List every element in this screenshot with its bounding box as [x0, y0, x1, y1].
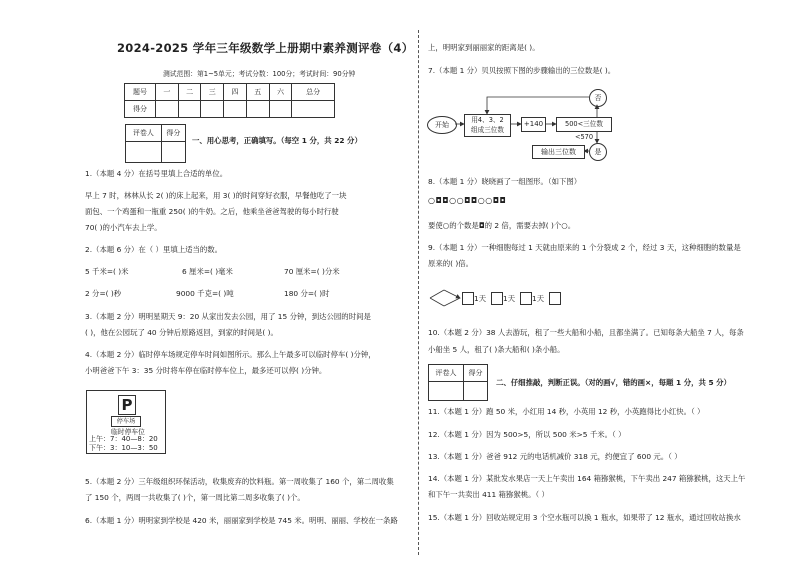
flow-step-add: +140: [521, 117, 546, 132]
blank-item: 6 厘米=( )毫米: [182, 267, 233, 276]
question-12: 12.（本题 1 分）因为 500>5，所以 500 米>5 千米。（ ）: [428, 430, 626, 439]
score-cell[interactable]: [246, 101, 269, 118]
column-divider: [418, 30, 419, 555]
question-9: 9.（本题 1 分）一种细胞每过 1 天就由原来的 1 个分裂成 2 个，经过 3 天，这种细胞的数量是: [428, 243, 741, 252]
cell-box: [462, 292, 474, 305]
grader-cell[interactable]: [126, 142, 162, 163]
score-cell[interactable]: [224, 101, 247, 118]
score-label: 得分: [161, 125, 185, 142]
grader-label: 评卷人: [126, 125, 162, 142]
flow-start: 开始: [427, 116, 457, 134]
score-header-cell: 五: [246, 84, 269, 101]
day-label: 1天: [532, 294, 545, 303]
cell-box: [491, 292, 503, 305]
score-cell[interactable]: [178, 101, 201, 118]
question-3-text: ( )，他在公园玩了 40 分钟后原路返回，到家的时间是( )。: [85, 328, 278, 337]
score-cell[interactable]: [156, 101, 179, 118]
score-header-cell: 四: [224, 84, 247, 101]
section-2-heading: 二、仔细推敲，判断正误。（对的画√，错的画×，每题 1 分，共 5 分）: [496, 378, 731, 387]
parking-sign-subtitle: 临时停车位: [111, 428, 145, 436]
section-1-heading: 一、用心思考，正确填写。（每空 1 分，共 22 分）: [192, 136, 362, 145]
grader-label: 评卷人: [429, 365, 464, 382]
blank-item: 70 厘米=( )分米: [284, 267, 340, 276]
flow-step-compose: [464, 114, 511, 137]
grader-table: [428, 364, 488, 401]
grader-table: [125, 124, 186, 163]
question-6-text: 上，明明家到丽丽家的距离是( )。: [428, 43, 540, 52]
score-cell[interactable]: [161, 142, 185, 163]
flow-step-compose-line1: 用4、3、2: [471, 116, 504, 124]
flow-condition: 500<三位数<570: [556, 117, 612, 132]
question-1-text: 70( )的小汽车去上学。: [85, 223, 162, 232]
question-10-text: 小船坐 5 人，租了( )条大船和( )条小船。: [428, 345, 565, 354]
score-header-cell: 一: [156, 84, 179, 101]
day-label: 1天: [474, 294, 487, 303]
test-info: 测试范围：第1~5单元；考试分数：100分；考试时间：90分钟: [163, 70, 356, 78]
score-label: 得分: [464, 365, 488, 382]
question-4: 4.（本题 2 分）临时停车场规定停车时间如图所示。那么上午最多可以临时停车( )分钟，: [85, 350, 376, 359]
question-13: 13.（本题 1 分）爸爸 912 元的电话机减价 318 元，约便宜了 600 元。（ ）: [428, 452, 682, 461]
flow-output: 输出三位数: [532, 145, 585, 159]
parking-sign-title: 停车场: [111, 416, 141, 427]
day-label: 1天: [503, 294, 516, 303]
question-11: 11.（本题 1 分）跑 50 米，小红用 14 秒，小英用 12 秒，小英跑得比小红快。（ ）: [428, 407, 705, 416]
score-header-cell: 题号: [125, 84, 156, 101]
score-header-cell: 三: [201, 84, 224, 101]
score-table: [124, 83, 335, 118]
parking-p-icon: P: [118, 395, 136, 415]
cell-box: [549, 292, 561, 305]
question-8-text: 要使○的个数是◘的 2 倍，需要去掉( )个○。: [428, 221, 576, 230]
score-cell[interactable]: [292, 101, 335, 118]
question-1: 1.（本题 4 分）在括号里填上合适的单位。: [85, 169, 228, 178]
question-7: 7.（本题 1 分）贝贝按照下图的步骤输出的三位数是( )。: [428, 66, 616, 75]
page-title: 2024-2025 学年三年级数学上册期中素养测评卷（4）: [117, 41, 414, 55]
parking-afternoon-hours: 下午：3：10—3：50: [89, 444, 158, 452]
blank-item: 5 千米=( )米: [85, 267, 129, 276]
blank-item: 9000 千克=( )吨: [176, 289, 234, 298]
cell-box: [520, 292, 532, 305]
blank-item: 180 分=( )时: [284, 289, 330, 298]
question-1-text: 早上 7 时，林林从长 2( )的床上起来，用 3( )的时间穿好衣服，早餐他吃了一块: [85, 191, 347, 200]
flow-no-node: 否: [589, 89, 607, 107]
blank-item: 2 分=( )秒: [85, 289, 122, 298]
shape-sequence: ○◘◘○○◘◘○○◘◘: [428, 196, 507, 205]
question-10: 10.（本题 2 分）38 人去游玩，租了一些大船和小船，且都坐满了。已知每条大船坐 7 人，每条: [428, 328, 744, 337]
question-5-text: 了 150 个，两周一共收集了( )个，第一周比第二周多收集了( )个。: [85, 493, 305, 502]
parking-morning-hours: 上午：7：40—8：20: [89, 435, 158, 443]
question-15: 15.（本题 1 分）回收站规定用 3 个空水瓶可以换 1 瓶水，如果带了 12 瓶水，通过回收站换水: [428, 513, 741, 522]
question-14: 14.（本题 1 分）某批发水果店一天上午卖出 164 箱猕猴桃，下午卖出 247 箱猕猴桃，这天上午: [428, 474, 746, 483]
question-2: 2.（本题 6 分）在（ ）里填上适当的数。: [85, 245, 223, 254]
score-cell[interactable]: [201, 101, 224, 118]
cell-division-icon: [428, 286, 464, 310]
score-row-label: 得分: [125, 101, 156, 118]
grader-cell[interactable]: [429, 382, 464, 401]
score-cell[interactable]: [269, 101, 292, 118]
score-header-cell: 总分: [292, 84, 335, 101]
question-9-text: 原来的( )倍。: [428, 259, 474, 268]
question-3: 3.（本题 2 分）明明星期天 9：20 从家出发去公园，用了 15 分钟，到达公园的时间是: [85, 312, 371, 321]
score-cell[interactable]: [464, 382, 488, 401]
score-header-cell: 二: [178, 84, 201, 101]
question-5: 5.（本题 2 分）三年级组织环保活动，收集废弃的饮料瓶。第一周收集了 160 个，第二周收集: [85, 477, 394, 486]
score-header-cell: 六: [269, 84, 292, 101]
flow-yes-node: 是: [589, 143, 607, 161]
question-1-text: 面包、一个鸡蛋和一瓶重 250( )的牛奶。之后，他乘坐爸爸驾驶的每小时行驶: [85, 207, 339, 216]
parking-sign: [86, 390, 166, 454]
question-8: 8.（本题 1 分）晓晓画了一组图形。（如下图）: [428, 177, 582, 186]
question-4-text: 小明爸爸下午 3：35 分时将车停在临时停车位上，最多还可以停( )分钟。: [85, 366, 327, 375]
flow-step-compose-line2: 组成三位数: [471, 126, 504, 134]
question-6: 6.（本题 1 分）明明家到学校是 420 米，丽丽家到学校是 745 米。明明、丽丽、学校在一条路: [85, 516, 398, 525]
question-14-text: 和下午一共卖出 411 箱猕猴桃。（ ）: [428, 490, 549, 499]
